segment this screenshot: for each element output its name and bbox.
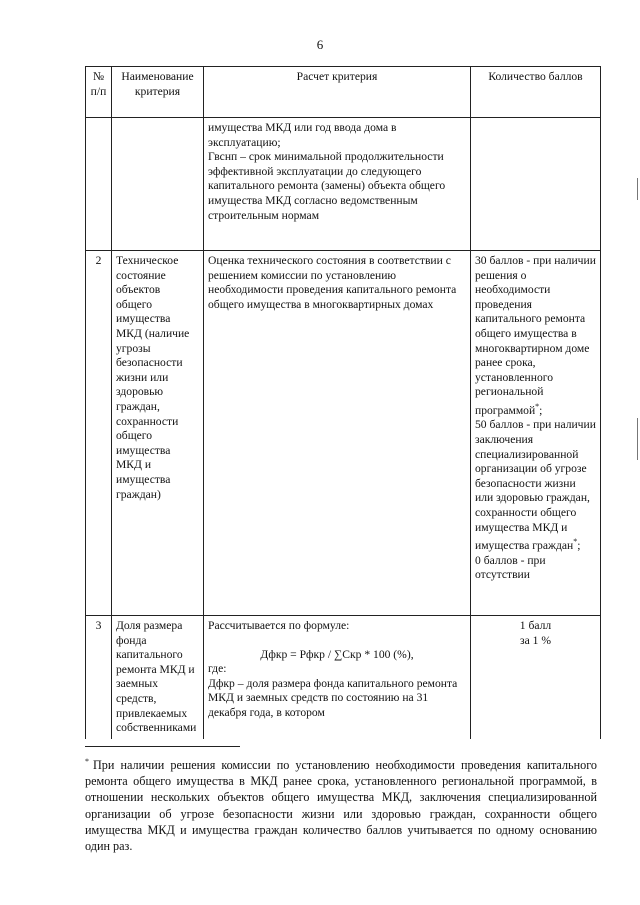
cell-calculation-continuation xyxy=(204,118,471,251)
page-number: 6 xyxy=(316,37,324,52)
footnote-mark: * xyxy=(85,757,89,766)
criterion-calculation: Оценка технического состояния в соответствии с решением комиссии по установлению необходимости проведения капитального ремонта общего имущества в многоквартирных домах xyxy=(204,251,471,616)
row-number: 3 xyxy=(86,616,112,739)
criterion-score xyxy=(471,251,601,616)
cell-empty xyxy=(112,118,204,251)
footnote-reference: * xyxy=(535,401,540,411)
criteria-table xyxy=(85,66,601,739)
footnote xyxy=(85,754,597,854)
score-text-end: ; xyxy=(577,539,581,552)
score-text: 50 баллов - при наличии заключения специализированной организации об угрозе безопасности жизни или здоровью граждан, сохранности общего имущества МКД и имущества граждан xyxy=(475,418,596,552)
header-name: Наименование критерия xyxy=(112,67,204,118)
table-header-row xyxy=(86,67,601,118)
footnote-text: При наличии решения комиссии по установлению необходимости проведения капитального ремонта общего имущества в МКД ранее срока, установленного региональной программой, в отношении нескольких объектов общего имущества МКД, заключения специализированной организации об угрозе безопасности жизни или здоровью граждан, сохранности общего имущества МКД и имущества граждан количество баллов учитывается по одному основанию один раз. xyxy=(85,758,597,854)
footnote-reference: * xyxy=(573,537,578,547)
table-row xyxy=(86,251,601,616)
calculation-where: где: xyxy=(208,662,227,676)
header-score: Количество баллов xyxy=(471,67,601,118)
cell-empty xyxy=(471,118,601,251)
score-line: 1 балл xyxy=(519,619,552,632)
criterion-name: Доля размера фонда капитального ремонта МКД и заемных средств, привлекаемых собственниками xyxy=(112,616,204,739)
footnote-divider xyxy=(85,746,240,747)
cell-empty xyxy=(86,118,112,251)
continuation-line: имущества МКД или год ввода дома в эксплуатацию; xyxy=(208,121,397,149)
continuation-line: Гвснп – срок минимальной продолжительности эффективной эксплуатации до следующего капитального ремонта (замены) объекта общего имущества МКД согласно ведомственным строительным нормам xyxy=(208,150,446,222)
calculation-intro: Рассчитывается по формуле: xyxy=(208,619,350,632)
criterion-calculation xyxy=(204,616,471,739)
table-row xyxy=(86,616,601,739)
scan-edge-mark xyxy=(637,418,638,460)
header-number: № п/п xyxy=(86,67,112,118)
formula: Дфкр = Рфкр / ∑Скр * 100 (%), xyxy=(260,647,414,661)
score-text: 0 баллов - при отсутствии xyxy=(475,553,546,582)
table-row-continuation xyxy=(86,118,601,251)
score-text-end: ; xyxy=(539,403,543,417)
criterion-name: Техническое состояние объектов общего имущества МКД (наличие угрозы безопасности жизни или здоровью граждан, сохранности общего имущества МКД и имущества граждан) xyxy=(112,251,204,616)
header-calculation: Расчет критерия xyxy=(204,67,471,118)
row-number: 2 xyxy=(86,251,112,616)
calculation-definition: Дфкр – доля размера фонда капитального ремонта МКД и заемных средств по состоянию на 31 декабря года, в котором xyxy=(208,676,458,719)
score-text: 30 баллов - при наличии решения о необходимости проведения капитального ремонта общего имущества в многоквартирном доме ранее срока, установленного региональной программой xyxy=(475,254,596,417)
scan-edge-mark xyxy=(637,178,638,200)
score-line: за 1 % xyxy=(520,633,551,647)
criterion-score xyxy=(471,616,601,739)
